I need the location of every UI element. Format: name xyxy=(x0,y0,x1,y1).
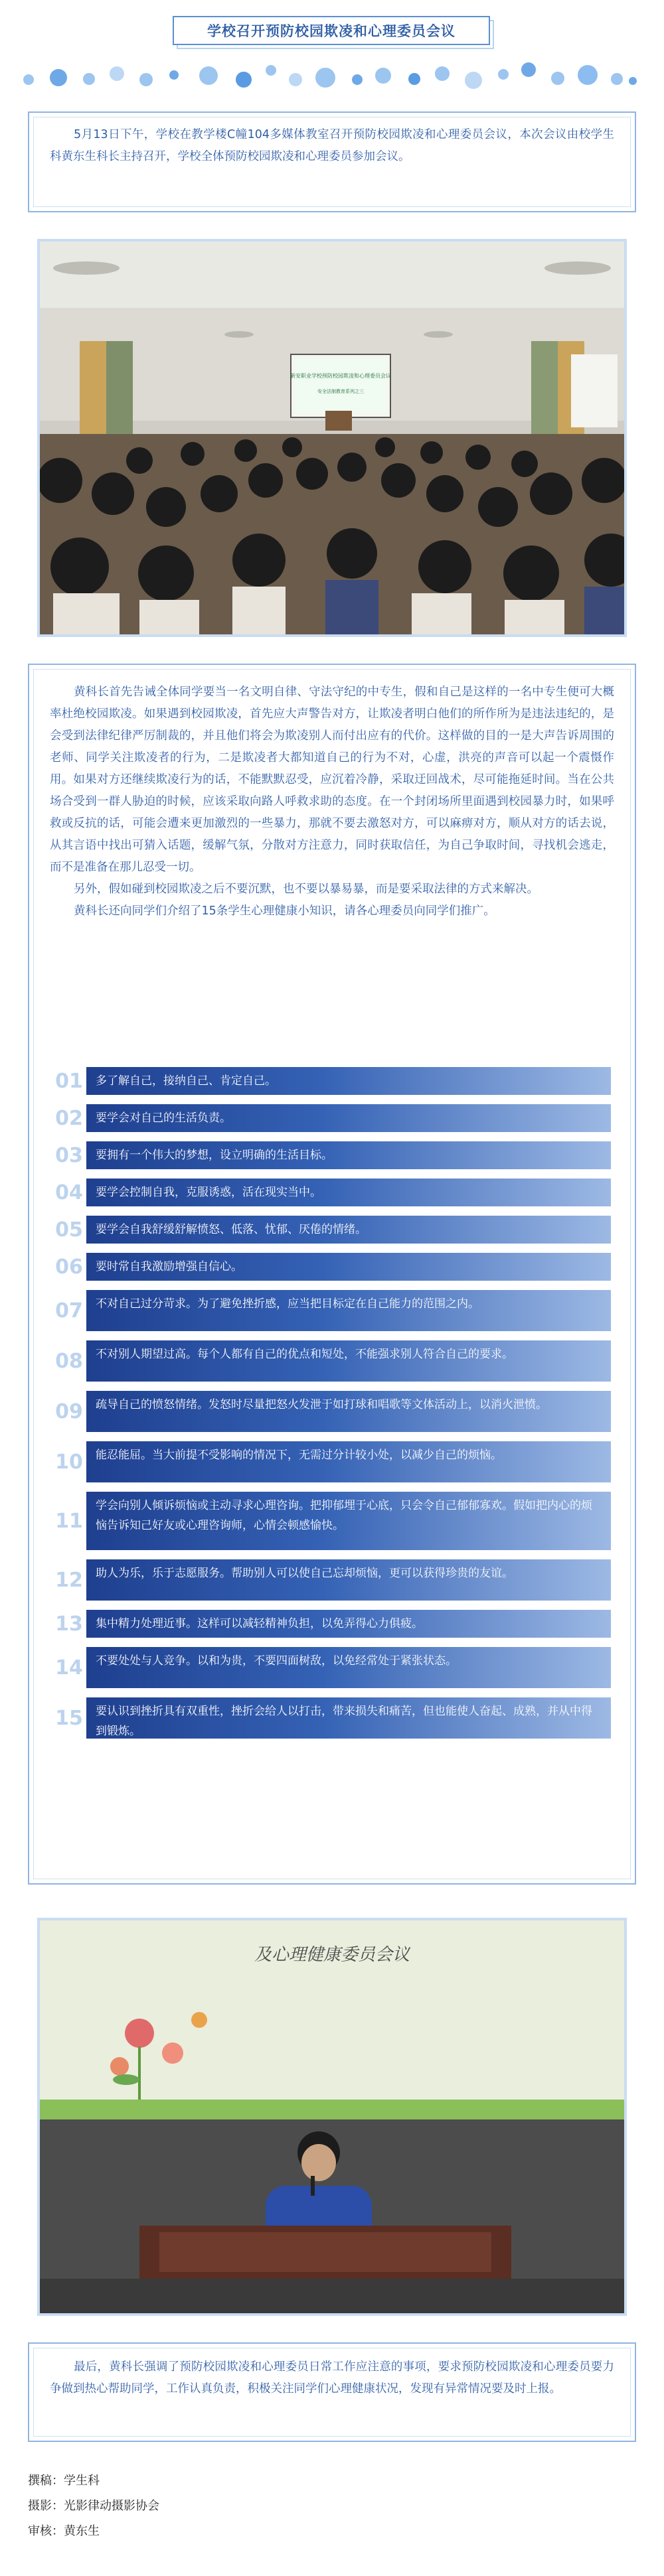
tip-text: 学会向别人倾诉烦恼或主动寻求心理咨询。把抑郁埋于心底，只会令自己郁郁寡欢。假如把内心的烦恼告诉知己好友或心理咨询师，心情会顿感愉快。 xyxy=(86,1492,611,1550)
tip-row xyxy=(53,1610,611,1638)
tip-number: 07 xyxy=(55,1299,83,1323)
tip-row xyxy=(53,1179,611,1206)
tip-row xyxy=(53,1697,611,1739)
tip-number: 10 xyxy=(55,1450,83,1474)
screen-subtitle: 安全法制教育系列之三 xyxy=(317,389,364,394)
tip-text: 疏导自己的愤怒情绪。发怒时尽量把怒火发泄于如打球和唱歌等文体活动上，以消火泄愤。 xyxy=(86,1391,611,1432)
screen-title-2: 及心理健康委员会议 xyxy=(254,1945,410,1965)
tip-number: 04 xyxy=(55,1181,83,1204)
tip-row xyxy=(53,1253,611,1281)
bubble-decoration xyxy=(23,60,641,100)
tip-number: 05 xyxy=(55,1218,83,1242)
tip-number: 09 xyxy=(55,1399,83,1423)
tip-text: 不对别人期望过高。每个人都有自己的优点和短处，不能强求别人符合自己的要求。 xyxy=(86,1340,611,1382)
title-frame xyxy=(166,12,498,49)
meeting-photo-audience xyxy=(37,239,627,637)
tip-text: 集中精力处理近事。这样可以减轻精神负担，以免弄得心力俱疲。 xyxy=(86,1610,611,1638)
screen-title: 新安职业学校预防校园欺凌和心理委员会议 xyxy=(290,373,391,379)
closing-text: 最后，黄科长强调了预防校园欺凌和心理委员日常工作应注意的事项，要求预防校园欺凌和心理委员要力争做到热心帮助同学，工作认真负责，积极关注同学们心理健康状况，发现有异常情况要及时上报。 xyxy=(50,2360,614,2396)
body-paragraph-1: 黄科长首先告诫全体同学要当一名文明自律、守法守纪的中专生，假和自己是这样的一名中专生便可大概率杜绝校园欺凌。如果遇到校园欺凌，首先应大声警告对方，让欺凌者明白他们的所作所为是违法违纪的，是会受到法律纪律严厉制裁的，并且他们将会为欺凌别人而付出应有的代价。这样做的目的一是大声告诉周围的老师、同学关注欺凌者的行为，二是欺凌者大都知道自己的行为不对，心虚，洪亮的声音可以起一个震慑作用。如果对方还继续欺凌行为的话，不能默默忍受，应沉着冷静，采取迂回战术，尽可能拖延时间。当在公共场合受到一群人胁迫的时候，应该采取向路人呼救求助的态度。在一个封闭场所里面遇到校园暴力时，如果呼救或反抗的话，可能会遭来更加激烈的一些暴力，那就不要去激怒对方，可以麻痹对方，顺从对方的话去说，从其言语中找出可猜入话题，缓解气氛，分散对方注意力，同时获取信任，为自己争取时间，寻找机会逃走，而不是准备在那儿忍受一切。 xyxy=(50,685,614,874)
credit-photo: 摄影：光影律动摄影协会 xyxy=(28,2499,159,2513)
tip-row xyxy=(53,1492,611,1550)
credit-author: 撰稿：学生科 xyxy=(28,2474,100,2488)
closing-card xyxy=(28,2342,636,2442)
tip-number: 14 xyxy=(55,1656,83,1680)
tip-row xyxy=(53,1290,611,1331)
tip-number: 08 xyxy=(55,1349,83,1373)
tip-text: 助人为乐，乐于志愿服务。帮助别人可以使自己忘却烦恼，更可以获得珍贵的友谊。 xyxy=(86,1559,611,1601)
tip-number: 13 xyxy=(55,1612,83,1636)
tip-row xyxy=(53,1340,611,1382)
tip-text: 能忍能屈。当大前提不受影响的情况下，无需过分计较小处，以减少自己的烦恼。 xyxy=(86,1441,611,1482)
tip-number: 12 xyxy=(55,1568,83,1592)
tip-row xyxy=(53,1391,611,1432)
tip-number: 02 xyxy=(55,1106,83,1130)
tip-text: 要学会对自己的生活负责。 xyxy=(86,1104,611,1132)
body-paragraph-2: 另外，假如碰到校园欺凌之后不要沉默，也不要以暴易暴，而是要采取法律的方式来解决。 xyxy=(74,883,539,896)
intro-text: 5月13日下午，学校在教学楼C幢104多媒体教室召开预防校园欺凌和心理委员会议，本次会议由校学生科黄东生科长主持召开，学校全体预防校园欺凌和心理委员参加会议。 xyxy=(50,128,614,163)
tip-number: 06 xyxy=(55,1255,83,1279)
tip-number: 11 xyxy=(55,1509,83,1533)
tip-text: 要时常自我激励增强自信心。 xyxy=(86,1253,611,1281)
tip-text: 要学会自我舒缓舒解愤怒、低落、忧郁、厌倦的情绪。 xyxy=(86,1216,611,1244)
tip-row xyxy=(53,1067,611,1095)
tip-text: 要学会控制自我，克服诱惑，活在现实当中。 xyxy=(86,1179,611,1206)
tip-row xyxy=(53,1441,611,1482)
page-title: 学校召开预防校园欺凌和心理委员会议 xyxy=(173,16,490,45)
tip-text: 要认识到挫折具有双重性，挫折会给人以打击，带来损失和痛苦，但也能使人奋起、成熟，并从中得到锻炼。 xyxy=(86,1697,611,1739)
tip-row xyxy=(53,1104,611,1132)
tip-text: 不对自己过分苛求。为了避免挫折感，应当把目标定在自己能力的范围之内。 xyxy=(86,1290,611,1331)
credit-review: 审核：黄东生 xyxy=(28,2524,100,2538)
tip-row xyxy=(53,1559,611,1601)
credits xyxy=(28,2469,159,2544)
tip-number: 01 xyxy=(55,1069,83,1093)
tip-number: 03 xyxy=(55,1143,83,1167)
tip-number: 15 xyxy=(55,1706,83,1730)
meeting-photo-presenter xyxy=(37,1918,627,2316)
intro-card xyxy=(28,111,636,212)
tip-row xyxy=(53,1647,611,1688)
tip-text: 多了解自己，接纳自己、肯定自己。 xyxy=(86,1067,611,1095)
tip-text: 不要处处与人竞争。以和为贵，不要四面树敌，以免经常处于紧张状态。 xyxy=(86,1647,611,1688)
tip-text: 要拥有一个伟大的梦想，设立明确的生活目标。 xyxy=(86,1141,611,1169)
tip-row xyxy=(53,1141,611,1169)
body-paragraph-3: 黄科长还向同学们介绍了15条学生心理健康小知识，请各心理委员向同学们推广。 xyxy=(74,904,495,918)
tip-row xyxy=(53,1216,611,1244)
